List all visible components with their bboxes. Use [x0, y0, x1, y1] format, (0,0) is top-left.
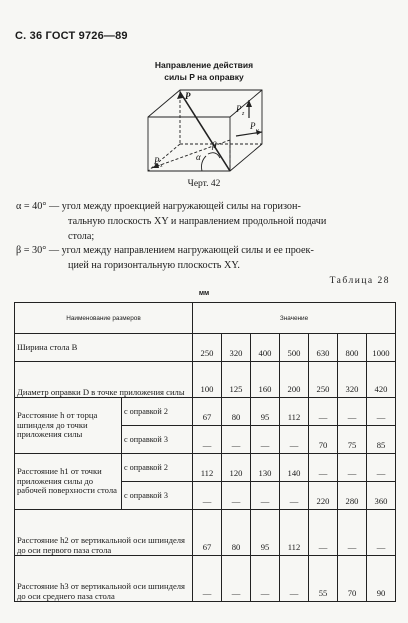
label-py-sub: y [256, 128, 259, 134]
row-subname: с оправкой 2 [122, 398, 193, 426]
description-alpha-line1: α = 40° — угол между проекцией нагружающей силы на горизон- [16, 201, 301, 212]
table-cell: 112 [280, 398, 309, 426]
table-row [15, 398, 396, 426]
table-cell: — [367, 454, 396, 482]
table-cell: — [367, 510, 396, 556]
description-alpha-line3: стола; [68, 231, 95, 242]
row-name: Расстояние h1 от точки приложения силы до рабочей поверхности стола [15, 454, 122, 510]
table-cell: 420 [367, 362, 396, 398]
figure-title-line2: силы P на оправку [164, 72, 244, 82]
table-cell: 630 [309, 334, 338, 362]
row-name: Расстояние h2 от вертикальной оси шпинделя до оси первого паза стола [15, 510, 193, 556]
description-beta-line1: β = 30° — угол между направлением нагружающей силы и ее проек- [16, 245, 314, 256]
table-cell: — [338, 398, 367, 426]
label-p: P [185, 91, 191, 101]
force-direction-diagram [140, 84, 270, 176]
table-cell: 140 [280, 454, 309, 482]
table-cell: 67 [193, 398, 222, 426]
alpha-arc [202, 156, 207, 171]
table-cell: — [251, 426, 280, 454]
table-cell: 1000 [367, 334, 396, 362]
table-cell: — [280, 556, 309, 602]
table-cell: — [193, 482, 222, 510]
table-cell: 320 [222, 334, 251, 362]
table-cell: 250 [309, 362, 338, 398]
label-pz: P [236, 104, 242, 114]
label-alpha: α [196, 152, 201, 162]
table-cell: — [222, 482, 251, 510]
table-cell: — [251, 556, 280, 602]
table-cell: 500 [280, 334, 309, 362]
table-cell: 95 [251, 510, 280, 556]
table-cell: 125 [222, 362, 251, 398]
figure-caption: Черт. 42 [187, 179, 221, 189]
table-cell: 280 [338, 482, 367, 510]
row-name: Расстояние h3 от вертикальной оси шпинделя до оси среднего паза стола [15, 556, 193, 602]
table-cell: 200 [280, 362, 309, 398]
table-cell: 90 [367, 556, 396, 602]
table-row [15, 334, 396, 362]
description-beta [16, 243, 394, 273]
label-pz-sub: z [242, 111, 245, 117]
table-cell: 70 [338, 556, 367, 602]
row-name: Ширина стола B [15, 334, 193, 362]
table-cell: — [367, 398, 396, 426]
table-cell: 55 [309, 556, 338, 602]
header-value: Значение [193, 303, 396, 334]
row-name: Расстояние h от торца шпинделя до точки приложения силы [15, 398, 122, 454]
table-row [15, 362, 396, 398]
table-cell: — [193, 426, 222, 454]
table-cell: 220 [309, 482, 338, 510]
description-beta-line2: цией на горизонтальную плоскость XY. [68, 260, 240, 271]
table-cell: 130 [251, 454, 280, 482]
table-row [15, 556, 396, 602]
description-alpha [16, 199, 394, 244]
table-cell: 120 [222, 454, 251, 482]
label-px-sub: x [160, 163, 163, 169]
label-px: P [154, 156, 160, 166]
table-cell: — [280, 426, 309, 454]
table-row [15, 510, 396, 556]
table-row [15, 454, 396, 482]
table-cell: 95 [251, 398, 280, 426]
table-cell: 80 [222, 398, 251, 426]
table-cell: 320 [338, 362, 367, 398]
table-cell: 75 [338, 426, 367, 454]
table-cell: — [309, 510, 338, 556]
table-cell: 400 [251, 334, 280, 362]
table-header-row [15, 303, 396, 334]
table-cell: — [222, 426, 251, 454]
row-subname: с оправкой 3 [122, 426, 193, 454]
table-cell: — [280, 482, 309, 510]
table-cell: 160 [251, 362, 280, 398]
table-cell: — [338, 454, 367, 482]
table-unit: мм [198, 290, 210, 297]
box-edge-top-right [230, 90, 262, 117]
label-py: P [250, 121, 256, 131]
table-cell: 112 [280, 510, 309, 556]
table-cell: 360 [367, 482, 396, 510]
table-cell: 70 [309, 426, 338, 454]
box-hidden-edge-left [148, 144, 180, 171]
label-beta: β [212, 140, 217, 150]
table-cell: 80 [222, 510, 251, 556]
row-subname: с оправкой 3 [122, 482, 193, 510]
dimensions-table [14, 302, 396, 602]
page-header: С. 36 ГОСТ 9726—89 [15, 30, 128, 42]
force-p-line [180, 92, 230, 171]
table-cell: 100 [193, 362, 222, 398]
row-name: Диаметр оправки D в точке приложения силы [15, 362, 193, 398]
table-cell: 67 [193, 510, 222, 556]
table-cell: 250 [193, 334, 222, 362]
table-cell: 85 [367, 426, 396, 454]
figure-title-line1: Направление действия [154, 60, 254, 70]
table-cell: 112 [193, 454, 222, 482]
row-subname: с оправкой 2 [122, 454, 193, 482]
table-cell: — [193, 556, 222, 602]
description-alpha-line2: тальную плоскость XY и направлением продольной подачи [68, 216, 327, 227]
table-cell: 800 [338, 334, 367, 362]
table-cell: — [309, 398, 338, 426]
table-cell: — [338, 510, 367, 556]
table-cell: — [251, 482, 280, 510]
table-label: Таблица 28 [329, 276, 390, 286]
table-cell: — [309, 454, 338, 482]
table-cell: — [222, 556, 251, 602]
header-name: Наименование размеров [15, 303, 193, 334]
